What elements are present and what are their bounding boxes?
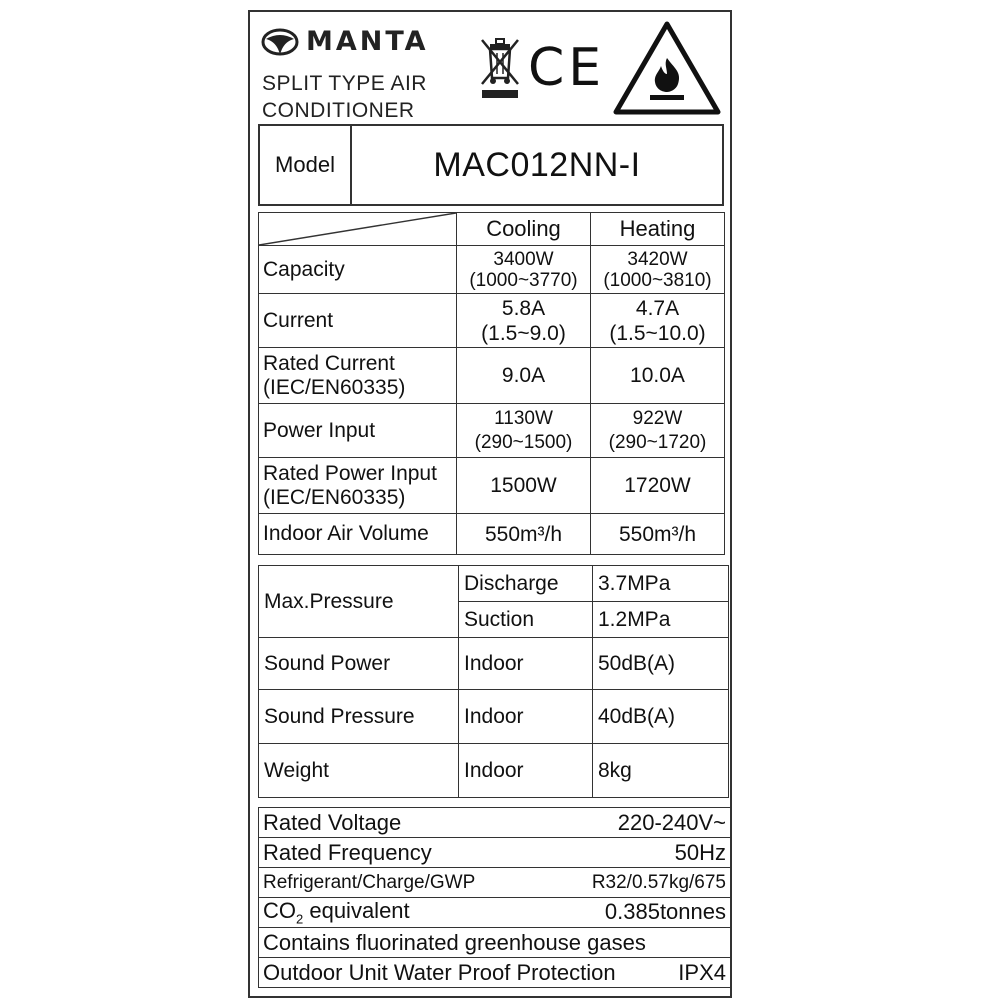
co2-value: 0.385tonnes	[604, 899, 726, 925]
power-input-cooling-cell	[457, 404, 591, 458]
rated-power-input-standard: (IEC/EN60335)	[263, 485, 406, 509]
column-header-heating: Heating	[591, 213, 725, 246]
weight-label: Weight	[259, 744, 459, 798]
capacity-cooling-range: (1000~3770)	[469, 269, 578, 291]
table-row	[259, 246, 725, 294]
co2-cell	[259, 898, 731, 928]
model-box	[258, 124, 724, 206]
rated-power-input-cooling: 1500W	[457, 458, 591, 514]
table-row	[259, 458, 725, 514]
rated-frequency-cell	[259, 838, 731, 868]
weight-value: 8kg	[593, 744, 729, 798]
current-heating-range: (1.5~10.0)	[609, 321, 706, 345]
rated-voltage-value: 220-240V~	[617, 809, 726, 835]
brand-logo	[260, 26, 429, 57]
row-label-capacity: Capacity	[259, 246, 457, 294]
column-header-cooling: Cooling	[457, 213, 591, 246]
table-row	[259, 898, 731, 928]
co2-subscript: 2	[296, 911, 304, 927]
weee-crossed-bin-icon	[478, 34, 522, 100]
table-row	[259, 566, 729, 602]
pressure-sound-table	[258, 565, 729, 798]
product-type-line1: SPLIT TYPE AIR	[262, 72, 427, 95]
electrical-table	[258, 807, 731, 988]
capacity-heating-cell	[591, 246, 725, 294]
rated-frequency-value: 50Hz	[674, 839, 726, 865]
sound-pressure-value: 40dB(A)	[593, 690, 729, 744]
brand-name: MANTA	[306, 26, 429, 57]
product-type-line2: CONDITIONER	[262, 99, 415, 122]
power-input-heating-cell	[591, 404, 725, 458]
model-label: Model	[260, 126, 352, 204]
capacity-cooling-value: 3400W	[493, 248, 554, 270]
sound-power-label: Sound Power	[259, 638, 459, 690]
table-row	[259, 838, 731, 868]
co2-prefix: CO	[263, 898, 296, 924]
table-row	[259, 348, 725, 404]
refrigerant-label: Refrigerant/Charge/GWP	[263, 871, 476, 893]
power-input-heating-value: 922W	[632, 407, 683, 429]
refrigerant-cell	[259, 868, 731, 898]
diagonal-divider	[259, 213, 456, 245]
table-row	[259, 868, 731, 898]
discharge-value: 3.7MPa	[593, 566, 729, 602]
rated-voltage-label: Rated Voltage	[263, 809, 402, 835]
table-row	[259, 744, 729, 798]
rated-current-standard: (IEC/EN60335)	[263, 375, 406, 399]
power-input-cooling-range: (290~1500)	[474, 431, 573, 453]
table-header-row	[259, 213, 725, 246]
current-heating-value: 4.7A	[635, 296, 680, 320]
table-row	[259, 638, 729, 690]
waterproof-cell	[259, 958, 731, 988]
ce-mark: CE	[528, 38, 606, 98]
suction-value: 1.2MPa	[593, 602, 729, 638]
row-label-current: Current	[259, 294, 457, 348]
row-label-indoor-air-volume: Indoor Air Volume	[259, 514, 457, 555]
table-row	[259, 928, 731, 958]
power-input-cooling-value: 1130W	[494, 407, 553, 429]
rated-voltage-cell	[259, 808, 731, 838]
capacity-heating-range: (1000~3810)	[603, 269, 712, 291]
table-row	[259, 514, 725, 555]
rating-label	[248, 10, 732, 998]
waterproof-label: Outdoor Unit Water Proof Protection	[263, 959, 616, 985]
row-label-rated-power-input	[259, 458, 457, 514]
capacity-heating-value: 3420W	[627, 248, 688, 270]
current-cooling-range: (1.5~9.0)	[481, 321, 566, 345]
sound-power-unit: Indoor	[459, 638, 593, 690]
flammable-warning-icon	[612, 20, 722, 116]
current-cooling-cell	[457, 294, 591, 348]
row-label-rated-current	[259, 348, 457, 404]
max-pressure-label: Max.Pressure	[259, 566, 459, 638]
sound-pressure-unit: Indoor	[459, 690, 593, 744]
power-input-heating-range: (290~1720)	[608, 431, 707, 453]
co2-label	[263, 898, 410, 926]
weight-unit: Indoor	[459, 744, 593, 798]
refrigerant-value: R32/0.57kg/675	[591, 871, 726, 893]
current-heating-cell	[591, 294, 725, 348]
product-type	[262, 70, 427, 124]
header-corner	[259, 213, 457, 246]
performance-table	[258, 212, 725, 555]
current-cooling-value: 5.8A	[501, 296, 546, 320]
table-row	[259, 808, 731, 838]
table-row	[259, 958, 731, 988]
discharge-label: Discharge	[459, 566, 593, 602]
sound-pressure-label: Sound Pressure	[259, 690, 459, 744]
rated-power-input-label: Rated Power Input	[263, 461, 437, 485]
co2-suffix: equivalent	[303, 898, 410, 924]
suction-label: Suction	[459, 602, 593, 638]
rated-frequency-label: Rated Frequency	[263, 839, 432, 865]
table-row	[259, 404, 725, 458]
table-row	[259, 690, 729, 744]
rated-current-label: Rated Current	[263, 351, 395, 375]
rated-current-heating: 10.0A	[591, 348, 725, 404]
rated-power-input-heating: 1720W	[591, 458, 725, 514]
fgas-notice: Contains fluorinated greenhouse gases	[259, 928, 731, 958]
rated-current-cooling: 9.0A	[457, 348, 591, 404]
table-row	[259, 294, 725, 348]
capacity-cooling-cell	[457, 246, 591, 294]
row-label-power-input: Power Input	[259, 404, 457, 458]
waterproof-value: IPX4	[678, 959, 726, 985]
air-volume-heating: 550m³/h	[591, 514, 725, 555]
sound-power-value: 50dB(A)	[593, 638, 729, 690]
model-number: MAC012NN-I	[433, 145, 641, 184]
manta-ray-icon	[260, 27, 300, 57]
air-volume-cooling: 550m³/h	[457, 514, 591, 555]
